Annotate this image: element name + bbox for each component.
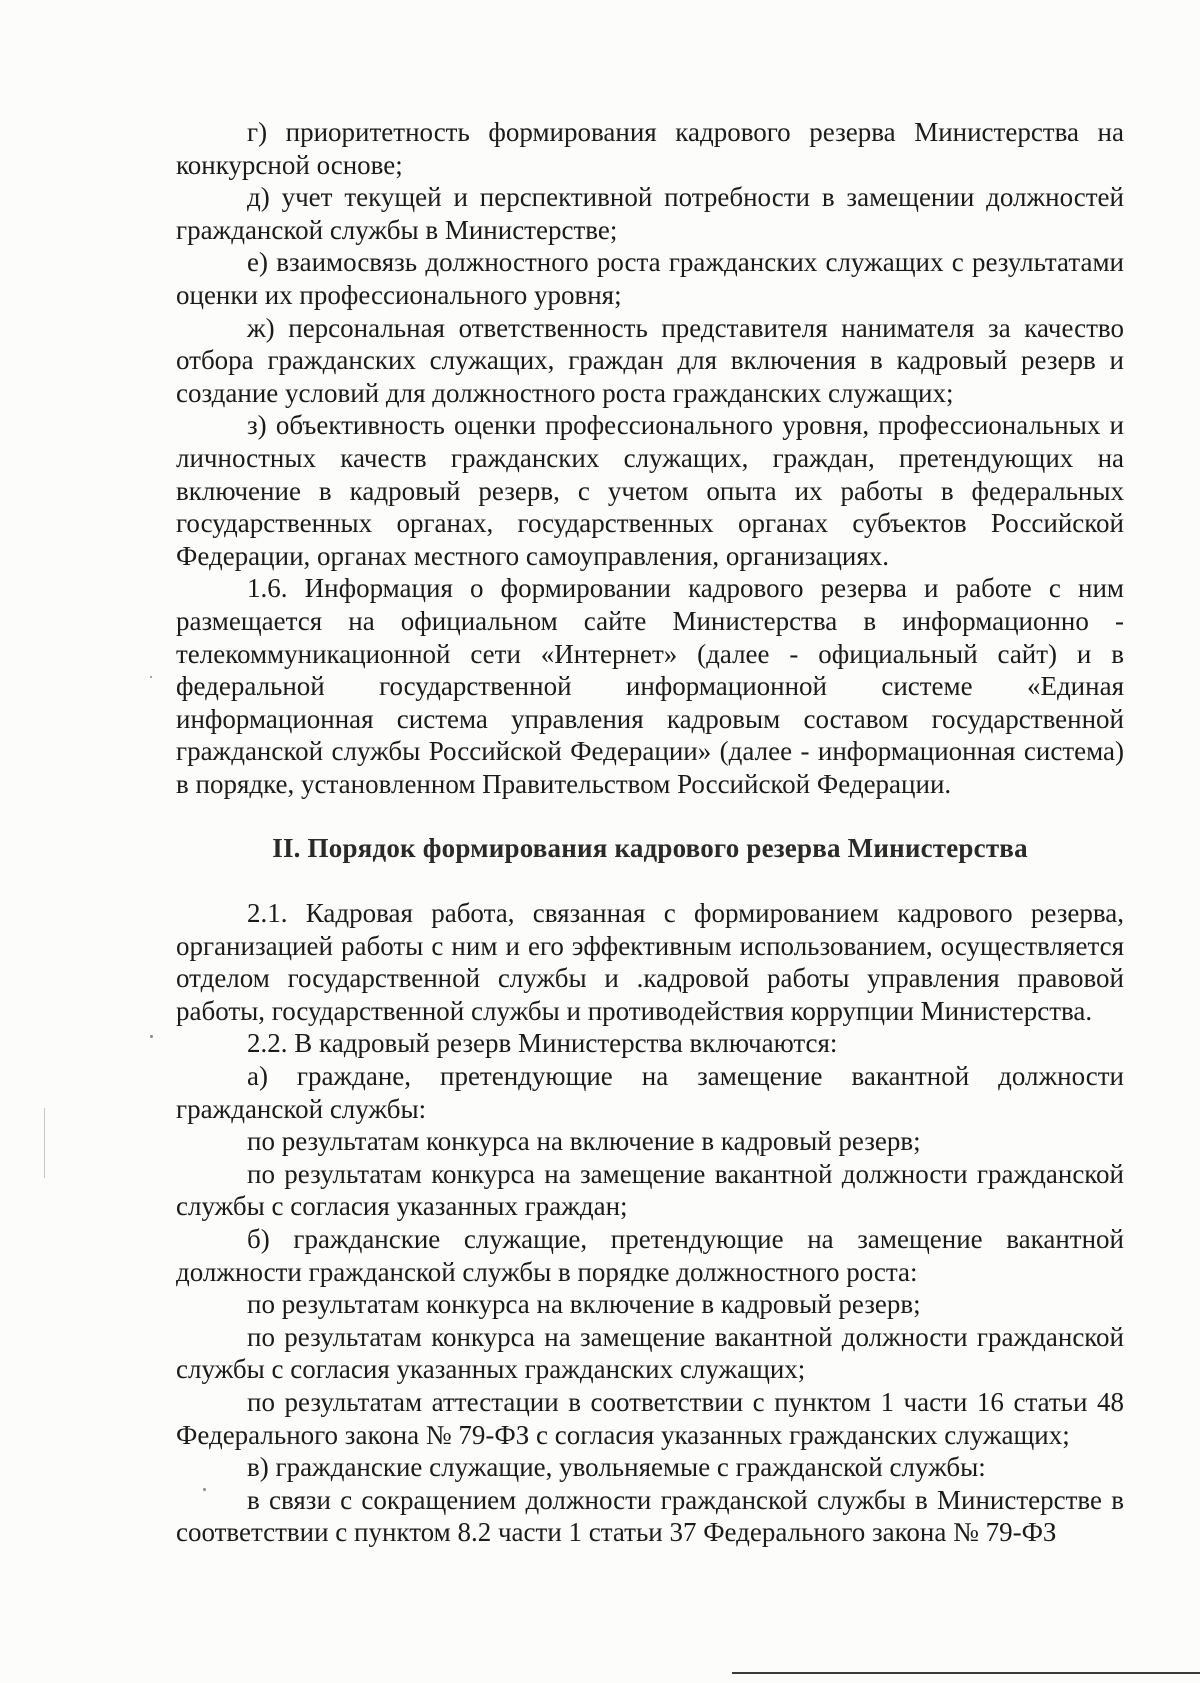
paragraph-z: з) объективность оценки профессионального уровня, профессиональных и личностных качеств гражданских служащих, граждан, претендующих на включение в кадровый резерв, с учетом опыта их работы в федеральных государственных органах, государственных органах субъектов Российской Федерации, органах местного самоуправления, организациях. — [176, 410, 1124, 571]
scan-speck — [150, 676, 152, 678]
document-body — [176, 116, 1124, 1549]
binding-margin-mark — [44, 1108, 45, 1178]
paragraph-b: б) гражданские служащие, претендующие на замещение вакантной должности гражданской службы в порядке должностного роста: — [176, 1224, 1124, 1287]
paragraph-a: а) граждане, претендующие на замещение вакантной должности гражданской службы: — [176, 1061, 1124, 1124]
list-item: по результатам конкурса на включение в кадровый резерв; — [247, 1126, 921, 1157]
paragraph-zh: ж) персональная ответственность представителя нанимателя за качество отбора гражданских служащих, граждан для включения в кадровый резерв и создание условий для должностного роста гражданских служащих; — [176, 312, 1124, 408]
footer-rule — [732, 1672, 1200, 1674]
list-item: по результатам аттестации в соответствии с пунктом 1 части 16 статьи 48 Федерального закона № 79-ФЗ с согласия указанных гражданских служащих; — [176, 1386, 1124, 1450]
list-item: по результатам конкурса на замещение вакантной должности гражданской службы с согласия указанных гражданских служащих; — [176, 1321, 1124, 1385]
paragraph-1-6: 1.6. Информация о формировании кадрового резерва и работе с ним размещается на официальном сайте Министерства в информационно - телекоммуникационной сети «Интернет» (далее - официальный сайт) и в федеральной государственной информационной системе «Единая информационная система управления кадровым составом государственной гражданской службы Российской Федерации» (далее - информационная система) в порядке, установленном Правительством Российской Федерации. — [176, 573, 1124, 799]
paragraph-2-2: 2.2. В кадровый резерв Министерства включаются: — [247, 1028, 838, 1059]
paragraph-v: в) гражданские служащие, увольняемые с гражданской службы: — [247, 1452, 986, 1483]
paragraph-d: д) учет текущей и перспективной потребности в замещении должностей гражданской службы в Министерстве; — [176, 182, 1124, 245]
scan-speck — [150, 1035, 153, 1038]
section-heading: II. Порядок формирования кадрового резерва Министерства — [272, 833, 1028, 864]
list-item: в связи с сокращением должности гражданской службы в Министерстве в соответствии с пунктом 8.2 части 1 статьи 37 Федерального закона № 79-ФЗ — [176, 1484, 1124, 1548]
list-item: по результатам конкурса на включение в кадровый резерв; — [247, 1289, 921, 1320]
paragraph-2-1: 2.1. Кадровая работа, связанная с формированием кадрового резерва, организацией работы с ним и его эффективным использованием, осуществляется отделом государственной службы и .кадровой работы управления правовой работы, государственной службы и противодействия коррупции Министерства. — [176, 898, 1124, 1026]
list-item: по результатам конкурса на замещение вакантной должности гражданской службы с согласия указанных граждан; — [176, 1158, 1124, 1222]
paragraph-g: г) приоритетность формирования кадрового резерва Министерства на конкурсной основе; — [176, 117, 1124, 180]
paragraph-e: е) взаимосвязь должностного роста гражданских служащих с результатами оценки их профессионального уровня; — [176, 247, 1124, 310]
